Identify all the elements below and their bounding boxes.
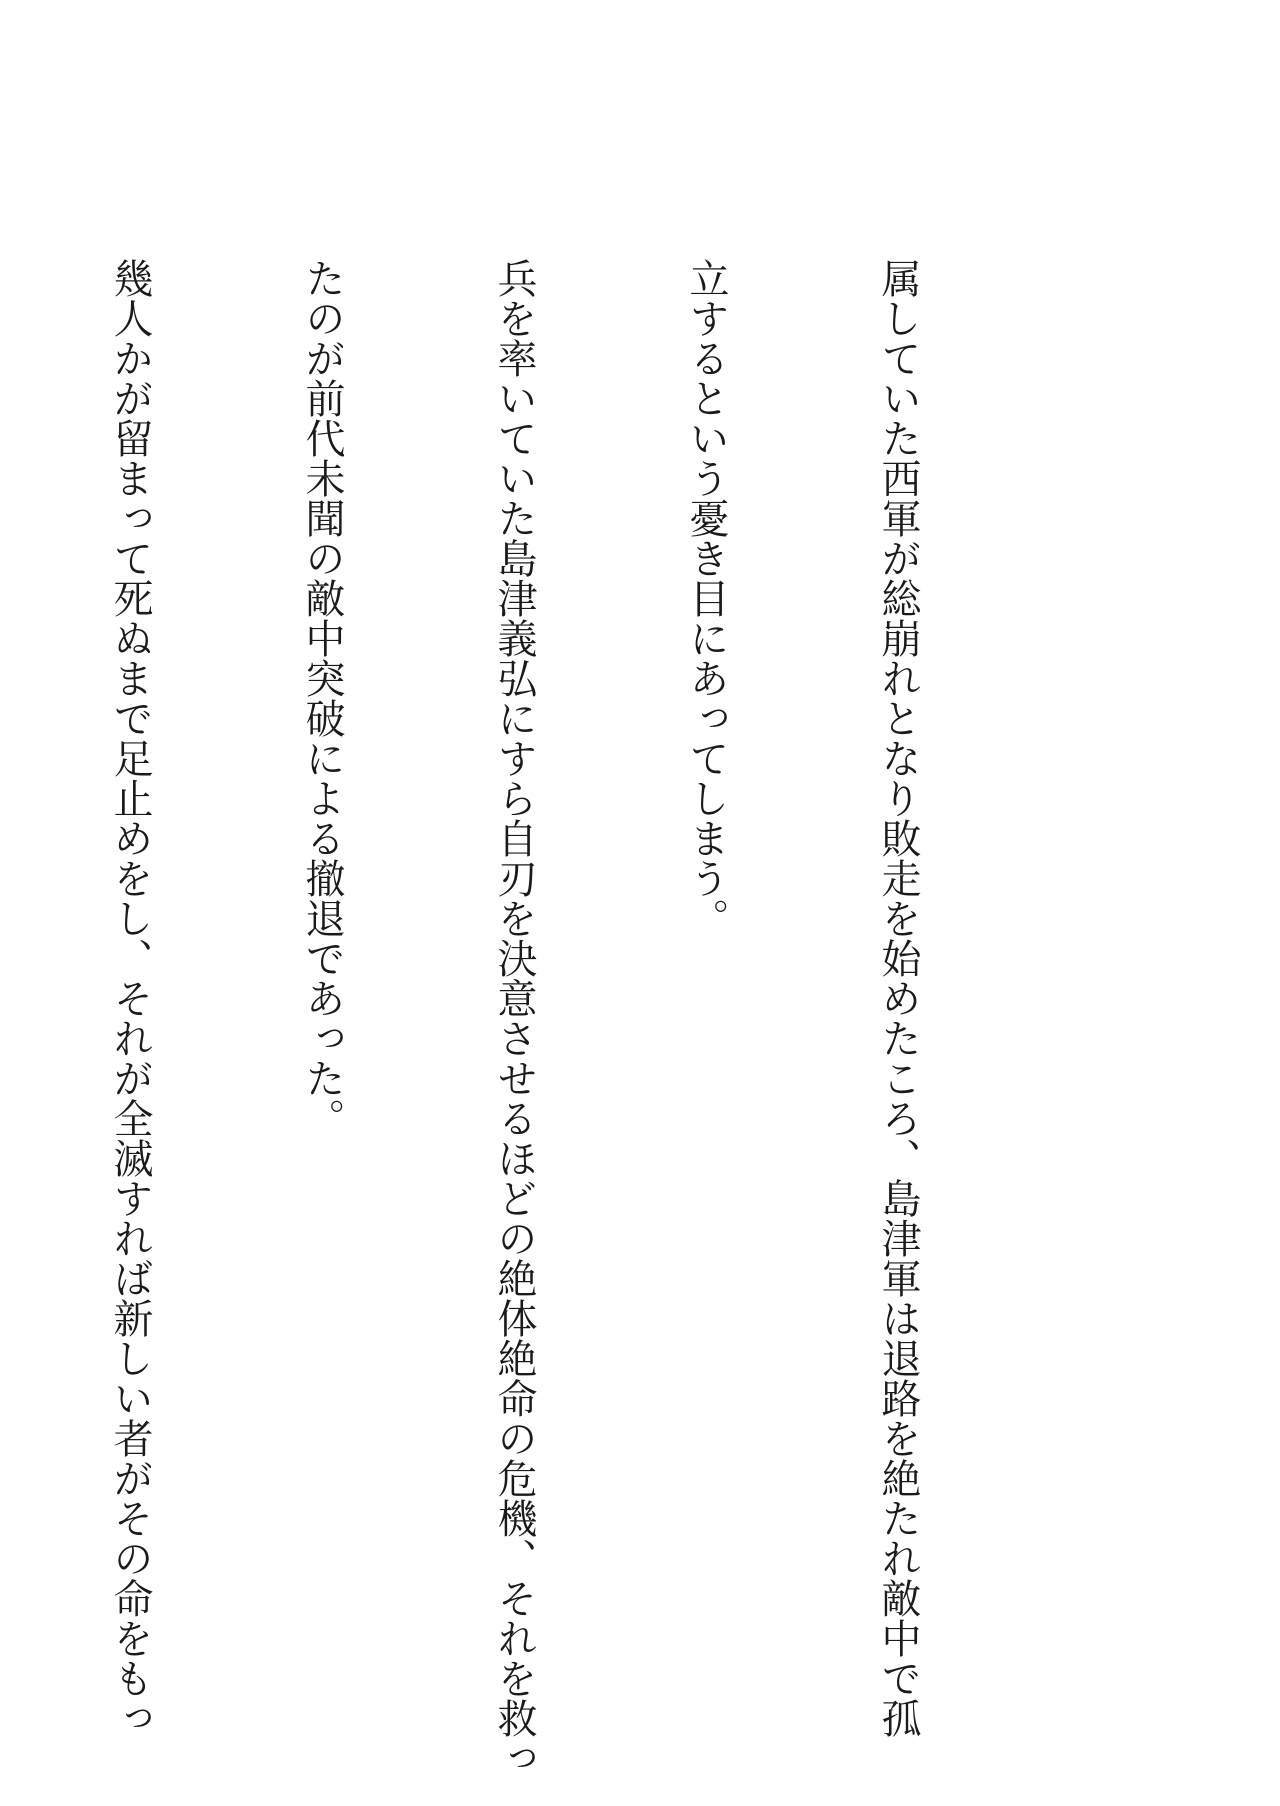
text-line-3: 兵を率いていた島津義弘にすら自刃を決意させるほどの絶体絶命の危機、それを救っ <box>491 258 537 1778</box>
text-line-5: 幾人かが留まって死ぬまで足止めをし、それが全滅すれば新しい者がその命をもっ <box>107 258 153 1738</box>
text-line-4: たのが前代未聞の敵中突破による撤退であった。 <box>299 258 345 1138</box>
text-line-2: 立するという憂き目にあってしまう。 <box>683 258 729 938</box>
vertical-text-body <box>0 258 1058 1778</box>
text-line-1: 属していた西軍が総崩れとなり敗走を始めたころ、島津軍は退路を絶たれ敵中で孤 <box>875 258 921 1738</box>
